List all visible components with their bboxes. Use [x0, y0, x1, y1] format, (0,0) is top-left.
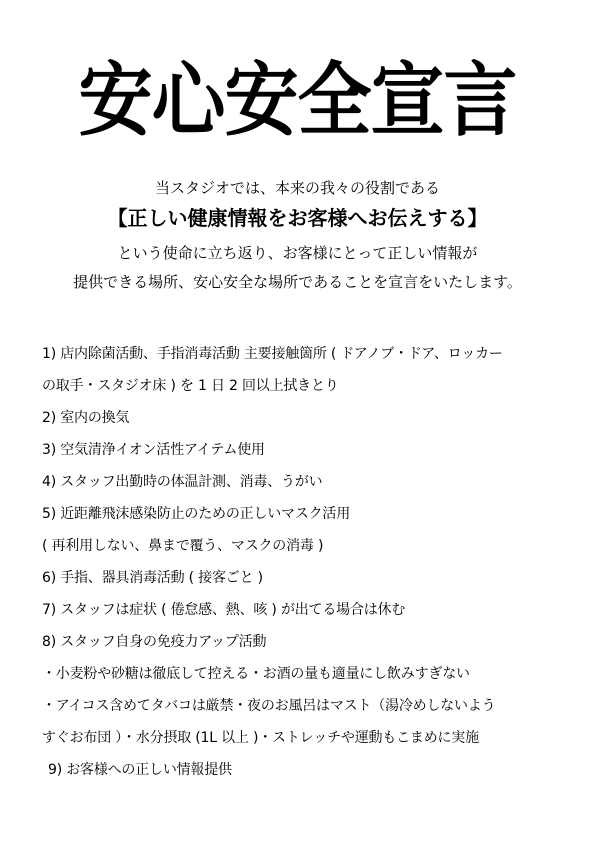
- list-item: ・小麦粉や砂糖は徹底して控える・お酒の量も適量にし飲みすぎない: [42, 666, 470, 682]
- list-item: 5) 近距離飛沫感染防止のための正しいマスク活用: [42, 506, 351, 522]
- list-item: 9) お客様への正しい情報提供: [48, 762, 232, 778]
- list-item: 1) 店内除菌活動、手指消毒活動 主要接触箇所 ( ドアノブ・ドア、ロッカー: [42, 346, 503, 362]
- list-item: 4) スタッフ出勤時の体温計測、消毒、うがい: [42, 474, 323, 490]
- intro-line-1: 当スタジオでは、本来の我々の役割である: [154, 179, 440, 197]
- page-title: 安心安全宣言: [78, 54, 517, 148]
- list-item: ( 再利用しない、鼻まで覆う、マスクの消毒 ): [42, 538, 324, 554]
- list-item: の取手・スタジオ床 ) を 1 日 2 回以上拭きとり: [42, 378, 339, 394]
- list-item: 2) 室内の換気: [42, 410, 130, 426]
- list-item: 7) スタッフは症状 ( 倦怠感、熱、咳 ) が出てる場合は休む: [42, 602, 406, 618]
- intro-line-3: という使命に立ち返り、お客様にとって正しい情報が: [117, 244, 478, 262]
- measures-list: [42, 338, 582, 786]
- intro-line-4: 提供できる場所、安心安全な場所であることを宣言をいたします。: [73, 273, 522, 291]
- intro-headline: 【正しい健康情報をお客様へお伝えする】: [107, 206, 488, 230]
- list-item: 3) 空気清浄イオン活性アイテム使用: [42, 442, 265, 458]
- list-item: 8) スタッフ自身の免疫力アップ活動: [42, 634, 267, 650]
- list-item: 6) 手指、器具消毒活動 ( 接客ごと ): [42, 570, 263, 586]
- list-item: ・アイコス含めてタバコは厳禁・夜のお風呂はマスト（湯冷めしないよう: [42, 698, 496, 714]
- list-item: すぐお布団 ）・水分摂取 (1L 以上 )・ストレッチや運動もこまめに実施: [42, 730, 479, 746]
